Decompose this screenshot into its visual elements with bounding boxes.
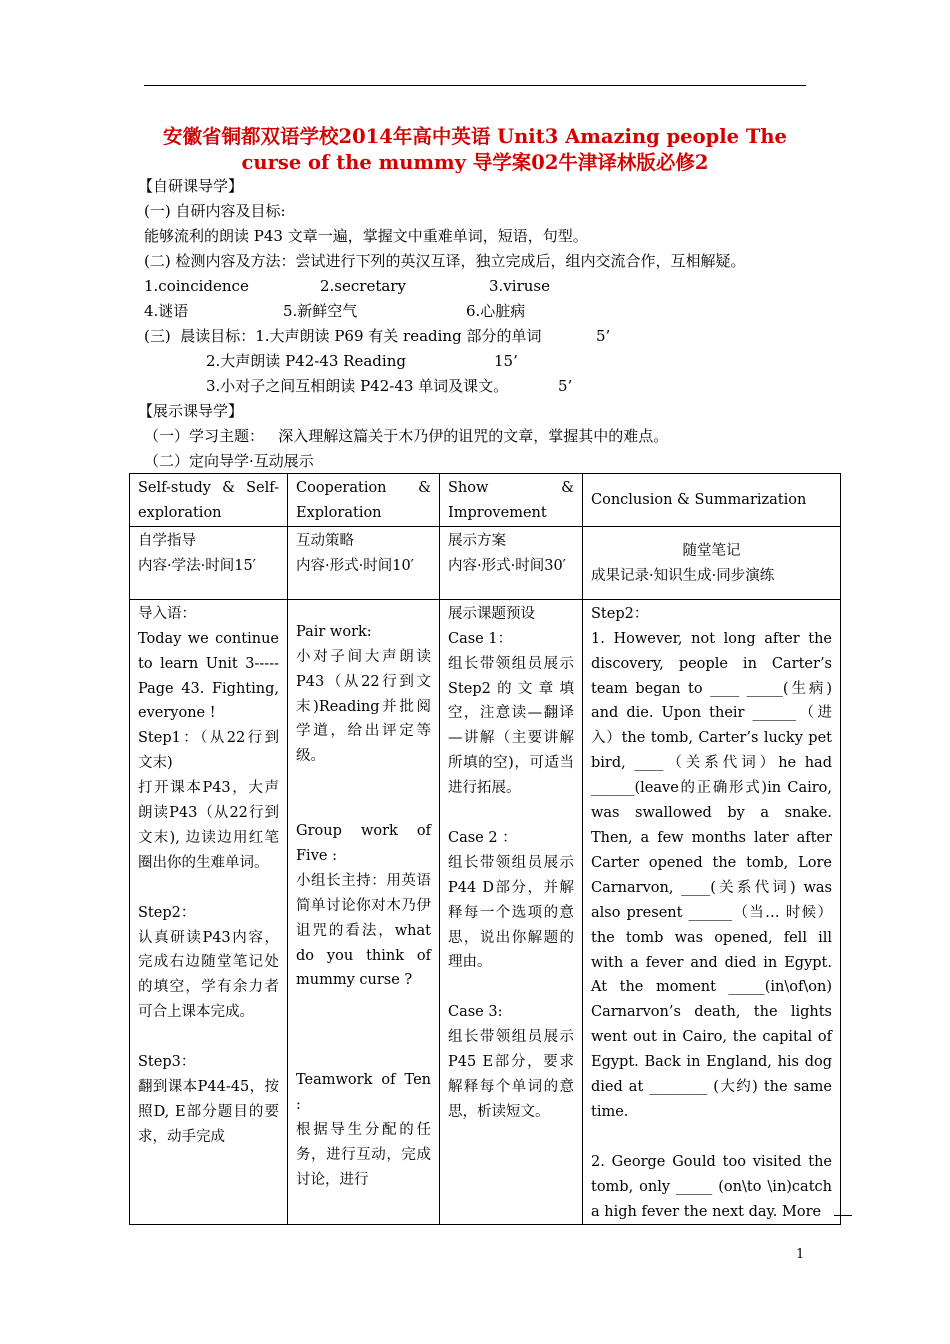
lesson-table <box>129 473 841 1225</box>
intro-text: Today we continue to learn Unit 3-----Page 43. Fighting, everyone ! <box>138 630 279 722</box>
group-work-label: Group work of Five : <box>296 823 431 864</box>
header-conclusion: Conclusion & Summarization <box>583 474 841 527</box>
step2-label: Step2： <box>138 904 196 921</box>
teamwork-text: 根据导生分配的任务，进行互动，完成讨论，进行 <box>296 1121 431 1188</box>
conclusion-cell <box>583 599 841 1225</box>
morning-reading-time-3: 5’ <box>558 377 573 395</box>
morning-reading-time-1: 5’ <box>596 327 611 345</box>
self-study-guide-label: 自学指导 <box>138 532 196 549</box>
pair-work-text: 小对子间大声朗读P43（从22行到文末)Reading并批阅学道，给出评定等级。 <box>296 648 431 765</box>
morning-reading-goal-3: 3.小对子之间互相朗读 P42-43 单词及课文。 <box>206 377 509 395</box>
learning-theme: （一）学习主题： 深入理解这篇关于木乃伊的诅咒的文章，掌握其中的难点。 <box>144 427 669 445</box>
step1-text: 打开课本P43，大声朗读P43（从22行到文末), 边读边用红笔圈出你的生难单词。 <box>138 780 279 871</box>
table-header-row <box>130 474 841 527</box>
subheader-cell-3 <box>440 526 583 599</box>
subsection-content-goals: (一) 自研内容及目标: <box>144 202 286 220</box>
show-plan-meta: 内容·形式·时间30′ <box>448 557 566 574</box>
header-rule <box>144 85 806 86</box>
document-title <box>130 124 820 176</box>
case2-label: Case 2 ： <box>448 829 517 846</box>
case2-text: 组长带领组员展示P44 D部分，并解释每一个选项的意思，说出你解题的理由。 <box>448 854 574 971</box>
show-topics-label: 展示课题预设 <box>448 605 535 622</box>
subheader-cell-4 <box>583 526 841 599</box>
show-cell <box>440 599 583 1225</box>
header-self-study: Self-study & Self-exploration <box>130 474 288 527</box>
vocab-item-6: 6.心脏病 <box>466 302 526 320</box>
morning-reading-goal-2: 2.大声朗读 P42-43 Reading <box>206 352 406 370</box>
pair-work-label: Pair work: <box>296 623 372 640</box>
title-line-2: curse of the mummy 导学案02牛津译林版必修2 <box>241 151 709 174</box>
vocab-item-3: 3.viruse <box>489 277 550 295</box>
goal-text: 能够流利的朗读 P43 文章一遍，掌握文中重难单词，短语，句型。 <box>144 227 588 245</box>
notes-step-label: Step2： <box>591 605 649 622</box>
section-show-class-heading: 【展示课导学】 <box>138 402 244 420</box>
vocab-item-2: 2.secretary <box>320 277 406 295</box>
interaction-strategy-meta: 内容·形式·时间10′ <box>296 557 414 574</box>
step3-text: 翻到课本P44-45，按照D, E部分题目的要求，动手完成 <box>138 1079 279 1145</box>
group-work-text: 小组长主持：用英语简单讨论你对木乃伊诅咒的看法，what do you think of mummy curse ? <box>296 872 431 989</box>
self-study-guide-meta: 内容·学法·时间15′ <box>138 557 256 574</box>
class-notes-label: 随堂笔记 <box>682 542 741 559</box>
subheader-cell-2 <box>288 526 440 599</box>
section-self-study-heading: 【自研课导学】 <box>138 177 244 195</box>
cloze-passage-2: 2. George Gould too visited the tomb, only _____ (on\to \in)catch a high fever the next day. More <box>591 1153 832 1220</box>
title-line-1: 安徽省铜都双语学校2014年高中英语 Unit3 Amazing people The <box>163 125 787 148</box>
guided-learning-heading: （二）定向导学·互动展示 <box>144 452 314 470</box>
interaction-strategy-label: 互动策略 <box>296 532 354 549</box>
self-study-cell <box>130 599 288 1225</box>
morning-reading-time-2: 15’ <box>494 352 518 370</box>
case1-label: Case 1： <box>448 630 513 647</box>
step3-label: Step3： <box>138 1054 196 1071</box>
vocab-item-5: 5.新鲜空气 <box>283 302 358 320</box>
show-plan-label: 展示方案 <box>448 532 506 549</box>
subsection-test-method: (二) 检测内容及方法：尝试进行下列的英汉互译，独立完成后，组内交流合作，互相解疑。 <box>144 252 746 270</box>
page-number: 1 <box>796 1247 805 1262</box>
step1-label: Step1：（从22行到文末) <box>138 730 279 772</box>
header-show: Show & Improvement <box>440 474 583 527</box>
cloze-passage-1: 1. However, not long after the discovery, people in Carter’s team began to ____ _____(生病) and die. Upon their ______（进入）the tomb, Carter’s lucky pet bird, ____（关系代词）he had ______(leave的正确形式)in Cairo, was swallowed by a snake. Then, a few months later after Carter opened the tomb, Lore Carnarvon, ____(关系代词) was also present ______（当… 时候）the tomb was opened, fell ill with a fever and died in Egypt. At the moment _____(in\of\on) Carnarvon’s death, the lights went out in Cairo, the capital of Egypt. Back in England, his dog died at ________ (大约) the same time. <box>591 630 832 1120</box>
class-notes-meta: 成果记录·知识生成·同步演练 <box>591 567 775 584</box>
teamwork-label: Teamwork of Ten : <box>296 1072 431 1113</box>
vocab-item-1: 1.coincidence <box>144 277 249 295</box>
case1-text: 组长带领组员展示Step2的文章填空，注意读—翻译—讲解（主要讲解所填的空)，可适当进行拓展。 <box>448 655 574 797</box>
morning-reading-goal-1: (三) 晨读目标：1.大声朗读 P69 有关 reading 部分的单词 <box>144 327 542 345</box>
subheader-cell-1 <box>130 526 288 599</box>
case3-text: 组长带领组员展示P45 E部分，要求解释每个单词的意思，析读短文。 <box>448 1029 574 1120</box>
table-body-row <box>130 599 841 1225</box>
table-edge-line <box>834 1215 852 1216</box>
case3-label: Case 3: <box>448 1004 503 1021</box>
header-cooperation: Cooperation & Exploration <box>288 474 440 527</box>
vocab-item-4: 4.谜语 <box>144 302 189 320</box>
step2-text: 认真研读P43内容，完成右边随堂笔记处的填空，学有余力者可合上课本完成。 <box>138 929 279 1021</box>
table-subheader-row <box>130 526 841 599</box>
intro-label: 导入语： <box>138 605 196 622</box>
cooperation-cell <box>288 599 440 1225</box>
